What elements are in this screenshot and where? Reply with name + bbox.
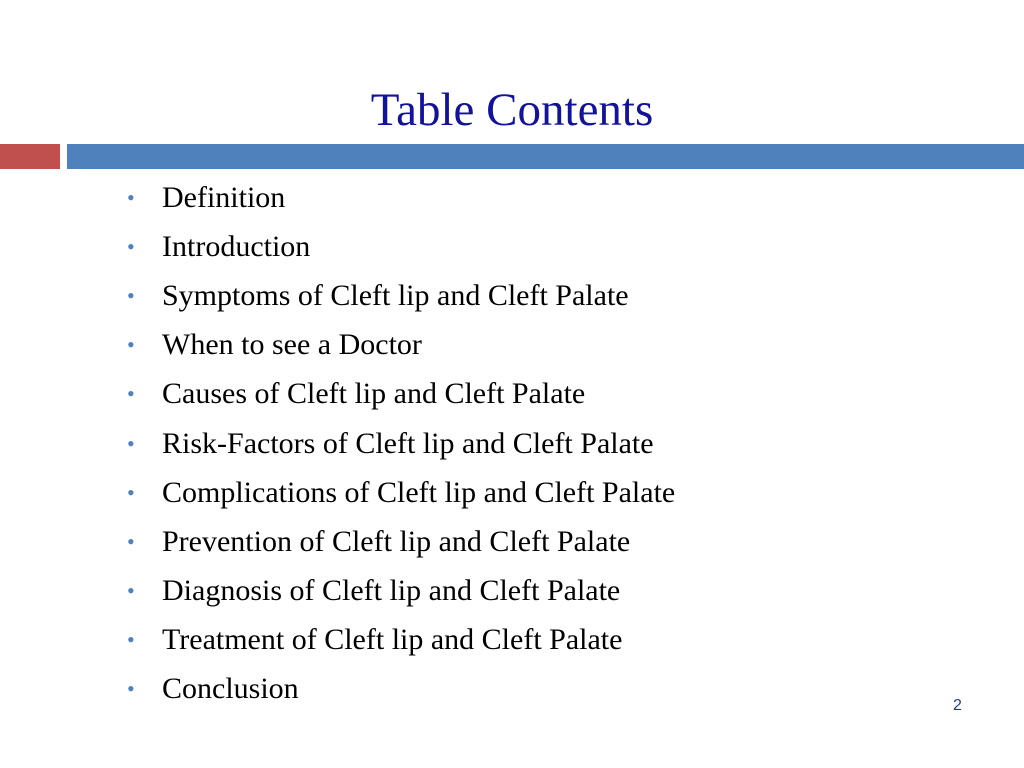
list-item: [127, 517, 675, 566]
list-item-text: When to see a Doctor: [162, 328, 422, 362]
list-item: [127, 321, 675, 370]
list-item-text: Symptoms of Cleft lip and Cleft Palate: [162, 278, 629, 312]
accent-bar-blue: [67, 144, 1024, 169]
bullet-icon: •: [127, 233, 135, 259]
page-number: 2: [953, 697, 962, 714]
list-item-text: Conclusion: [162, 672, 299, 706]
list-item: [127, 222, 675, 271]
bullet-icon: •: [127, 528, 135, 554]
list-item: [127, 665, 675, 714]
bullet-icon: •: [127, 578, 135, 604]
list-item-text: Diagnosis of Cleft lip and Cleft Palate: [162, 574, 621, 608]
list-item: [127, 616, 675, 665]
table-of-contents-list: [127, 173, 675, 714]
bullet-icon: •: [127, 184, 135, 210]
list-item: [127, 567, 675, 616]
list-item-text: Complications of Cleft lip and Cleft Palate: [162, 475, 676, 509]
list-item-text: Introduction: [162, 229, 311, 263]
list-item-text: Causes of Cleft lip and Cleft Palate: [162, 377, 586, 411]
bullet-icon: •: [127, 381, 135, 407]
list-item: [127, 271, 675, 320]
list-item: [127, 370, 675, 419]
list-item-text: Definition: [162, 180, 286, 214]
slide-title: Table Contents: [370, 84, 654, 136]
list-item: [127, 468, 675, 517]
bullet-icon: •: [127, 332, 135, 358]
list-item-text: Risk-Factors of Cleft lip and Cleft Palate: [162, 426, 654, 460]
accent-bar-red: [0, 144, 60, 169]
list-item-text: Prevention of Cleft lip and Cleft Palate: [162, 524, 631, 558]
bullet-icon: •: [127, 430, 135, 456]
bullet-icon: •: [127, 282, 135, 308]
bullet-icon: •: [127, 479, 135, 505]
list-item: [127, 419, 675, 468]
bullet-icon: •: [127, 676, 135, 702]
list-item: [127, 173, 675, 222]
list-item-text: Treatment of Cleft lip and Cleft Palate: [162, 623, 623, 657]
bullet-icon: •: [127, 627, 135, 653]
